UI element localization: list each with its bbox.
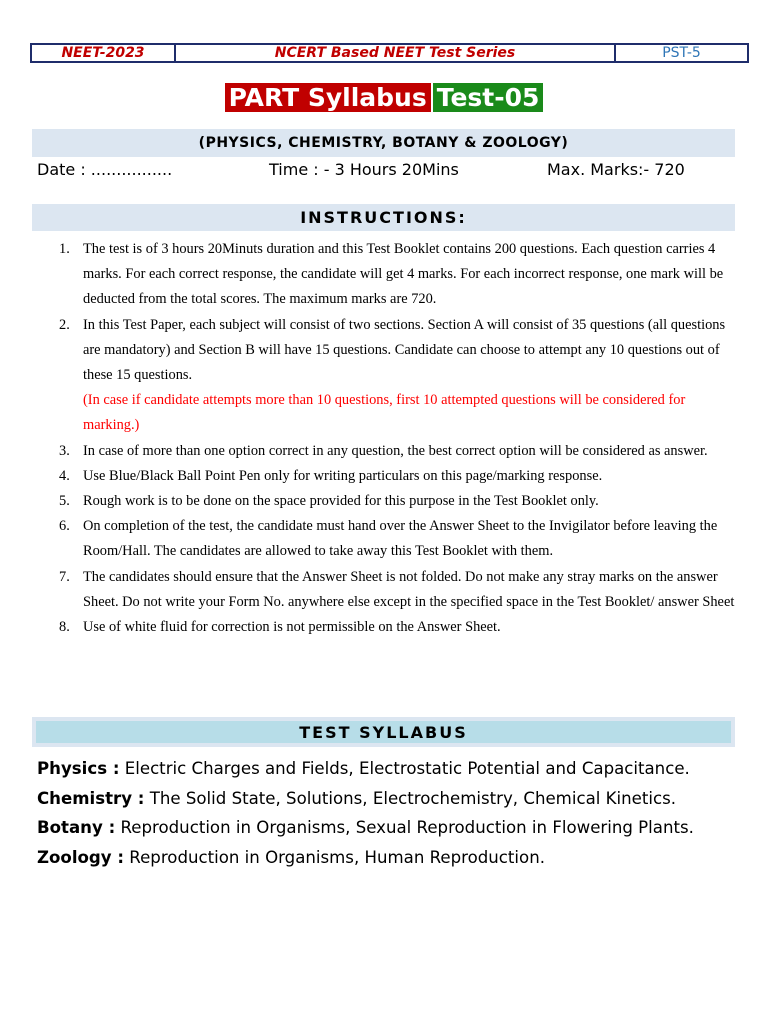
subjects-band: (PHYSICS, CHEMISTRY, BOTANY & ZOOLOGY): [32, 129, 735, 157]
test-series-name: NCERT Based NEET Test Series: [176, 45, 616, 61]
syllabus-chemistry: Chemistry : The Solid State, Solutions, Electrochemistry, Chemical Kinetics.: [37, 788, 676, 808]
subject-label: Physics :: [37, 759, 120, 778]
syllabus-zoology: Zoology : Reproduction in Organisms, Human Reproduction.: [37, 847, 545, 867]
exam-meta-row: [37, 158, 737, 182]
syllabus-heading: TEST SYLLABUS: [36, 721, 731, 743]
subject-label: Zoology :: [37, 847, 125, 867]
instruction-item: 8. Use of white fluid for correction is not permissible on the Answer Sheet.: [59, 619, 501, 636]
instruction-item: 5. Rough work is to be done on the space provided for this purpose in the Test Booklet only.: [59, 493, 599, 510]
time-field: Time : - 3 Hours 20Mins: [269, 160, 459, 179]
title-part-syllabus: PART Syllabus: [225, 83, 431, 112]
max-marks-field: Max. Marks:- 720: [547, 160, 685, 179]
syllabus-physics: Physics : Electric Charges and Fields, Electrostatic Potential and Capacitance.: [37, 759, 690, 778]
syllabus-heading-band: [32, 717, 735, 747]
instruction-item: 3. In case of more than one option correct in any question, the best correct option will be considered as answer.: [59, 442, 708, 459]
syllabus-botany: Botany : Reproduction in Organisms, Sexual Reproduction in Flowering Plants.: [37, 818, 694, 838]
instruction-item: 7. The candidates should ensure that the Answer Sheet is not folded. Do not make any stray marks on the answer Sheet. Do not write your Form No. anywhere else except in the specified space in the Test Booklet/ answer Sheet: [59, 568, 735, 610]
page-title: [0, 81, 768, 115]
header-bar: [30, 43, 749, 63]
title-test-number: Test-05: [433, 83, 544, 112]
syllabus-content: [37, 754, 737, 872]
instruction-item: 2. In this Test Paper, each subject will consist of two sections. Section A will consist of 35 questions (all questions are mandatory) and Section B will have 15 questions. Candidate can choose to attempt any 10 questions out of these 15 questions. (In case if candidate attempts more than 10 questions, first 10 attempted questions will be considered for marking.): [56, 313, 736, 439]
subject-label: Botany :: [37, 818, 116, 838]
date-field: Date : ................: [37, 160, 173, 179]
exam-name: NEET-2023: [32, 45, 176, 61]
instruction-item: 4. Use Blue/Black Ball Point Pen only for writing particulars on this page/marking response.: [59, 467, 603, 484]
instructions-list: [56, 237, 736, 640]
instruction-note: (In case if candidate attempts more than 10 questions, first 10 attempted questions will be considered for marking.): [83, 392, 686, 434]
instruction-item: 6. On completion of the test, the candidate must hand over the Answer Sheet to the Invigilator before leaving the Room/Hall. The candidates are allowed to take away this Test Booklet with them.: [59, 518, 718, 560]
instructions-heading: INSTRUCTIONS:: [32, 204, 735, 231]
subject-label: Chemistry :: [37, 788, 145, 808]
paper-code: PST-5: [662, 45, 701, 61]
instruction-item: 1. The test is of 3 hours 20Minuts duration and this Test Booklet contains 200 questions. Each question carries 4 marks. For each correct response, the candidate will get 4 marks. For each incorrect response, one mark will be deducted from the total scores. The maximum marks are 720.: [59, 241, 724, 308]
